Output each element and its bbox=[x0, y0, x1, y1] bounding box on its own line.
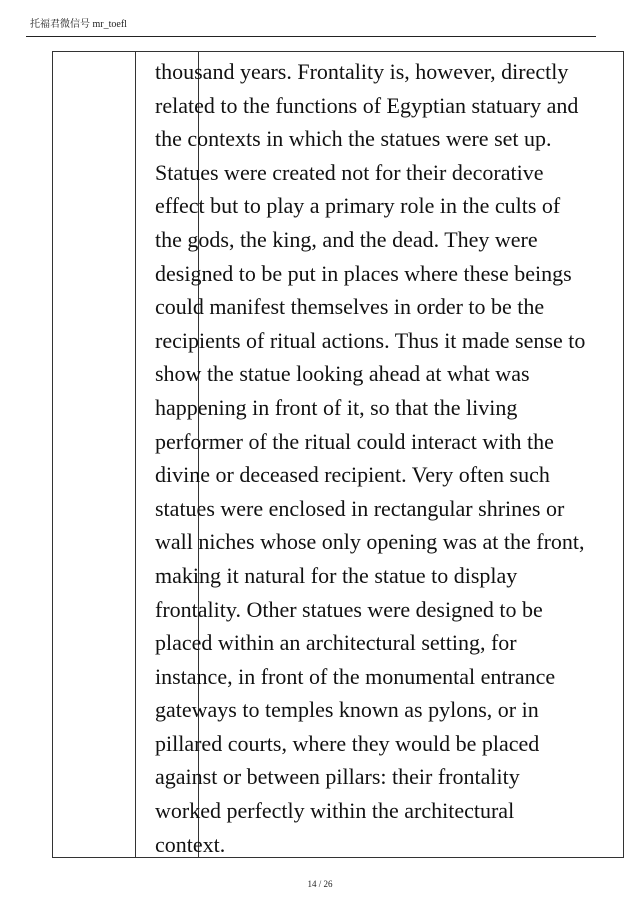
passage-line: wall niches whose only opening was at the front, bbox=[155, 529, 585, 555]
passage-line: the gods, the king, and the dead. They were bbox=[155, 226, 538, 252]
passage-line: statues were enclosed in rectangular shrines or bbox=[155, 495, 565, 521]
passage-line: against or between pillars: their frontality bbox=[155, 764, 520, 790]
passage-line: divine or deceased recipient. Very often such bbox=[155, 462, 550, 488]
passage-line: making it natural for the statue to display bbox=[155, 562, 518, 588]
passage-line: thousand years. Frontality is, however, directly bbox=[155, 59, 569, 84]
page-number: 14 / 26 bbox=[307, 879, 333, 889]
passage-line: show the statue looking ahead at what was bbox=[155, 361, 530, 387]
passage-line: pillared courts, where they would be placed bbox=[155, 730, 540, 756]
header-divider bbox=[26, 36, 596, 37]
passage-line: instance, in front of the monumental entrance bbox=[155, 663, 556, 689]
passage-line: Statues were created not for their decorative bbox=[155, 159, 544, 185]
table-column-blank-1 bbox=[53, 52, 136, 857]
passage-line: recipients of ritual actions. Thus it made sense to bbox=[155, 327, 586, 353]
passage-line: context. bbox=[155, 831, 226, 857]
passage-line: could manifest themselves in order to be the bbox=[155, 294, 545, 320]
passage-line: frontality. Other statues were designed to be bbox=[155, 596, 543, 622]
passage-line: related to the functions of Egyptian statuary and bbox=[155, 92, 579, 118]
passage-line: worked perfectly within the architectural bbox=[155, 798, 515, 824]
passage-line: effect but to play a primary role in the cults of bbox=[155, 193, 561, 219]
header-label: 托福君微信号 mr_toefl bbox=[30, 19, 127, 30]
passage-line: performer of the ritual could interact with the bbox=[155, 428, 554, 454]
passage-line: the contexts in which the statues were set up. bbox=[155, 126, 552, 152]
passage-line: happening in front of it, so that the living bbox=[155, 394, 518, 420]
passage-line: designed to be put in places where these beings bbox=[155, 260, 572, 286]
passage-line: placed within an architectural setting, for bbox=[155, 630, 517, 656]
passage-line: gateways to temples known as pylons, or in bbox=[155, 697, 539, 723]
passage-text bbox=[155, 55, 625, 861]
